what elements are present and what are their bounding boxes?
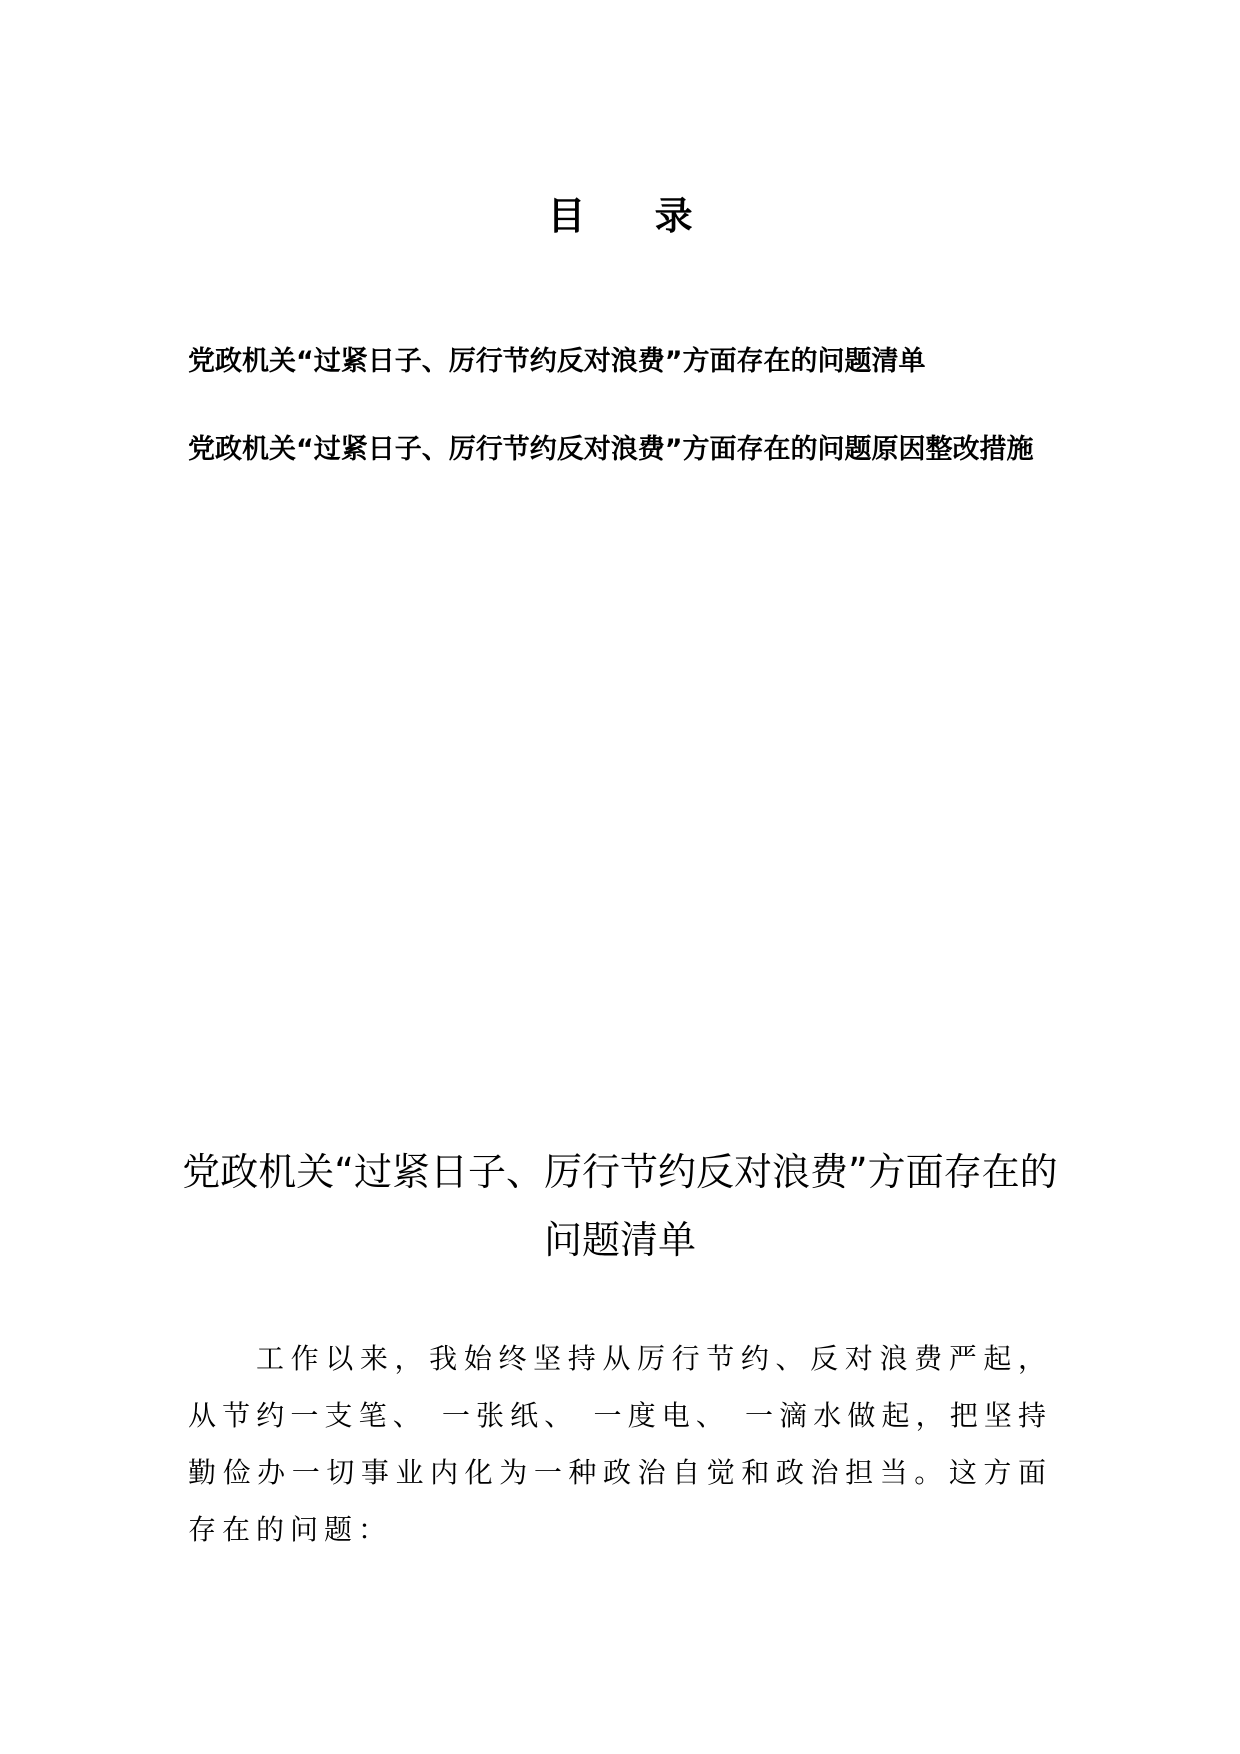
toc-heading: 目 录: [547, 194, 721, 238]
toc-list: [188, 318, 1068, 494]
toc-entry-rectification-measures[interactable]: 党政机关“过紧日子、厉行节约反对浪费”方面存在的问题原因整改措施: [188, 434, 1034, 465]
toc-entry-problem-list[interactable]: 党政机关“过紧日子、厉行节约反对浪费”方面存在的问题清单: [188, 346, 926, 377]
document-title: 党政机关“过紧日子、厉行节约反对浪费”方面存在的问题清单: [182, 1150, 1058, 1262]
body-paragraph: 工作以来，我始终坚持从厉行节约、反对浪费严起，从节约一支笔、 一张纸、 一度电、 一滴水做起，把坚持勤俭办一切事业内化为一种政治自觉和政治担当。这方面存在的问题：: [188, 1342, 1052, 1546]
